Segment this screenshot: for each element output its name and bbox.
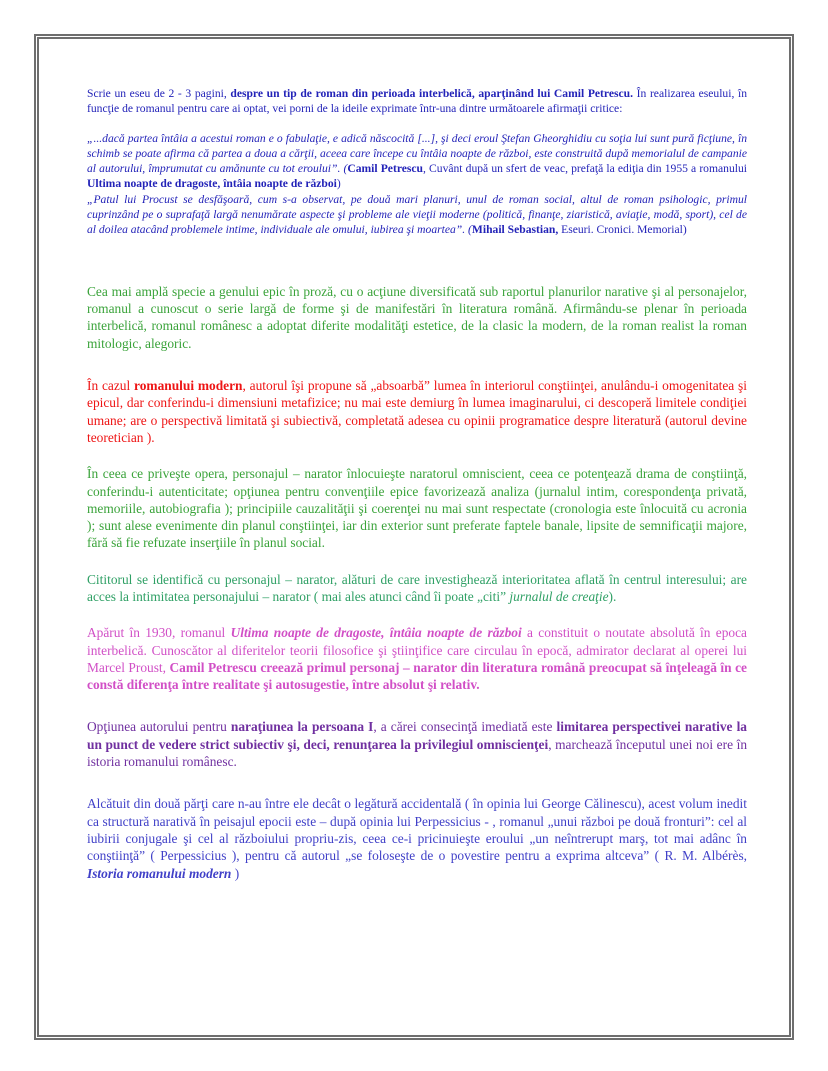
text-run: Ultima noapte de dragoste, întâia noapte de război [87, 177, 337, 191]
critical-quote-petrescu [87, 131, 747, 191]
text-run: Scrie un eseu de 2 - 3 pagini, [87, 87, 231, 100]
critical-quotes-block [87, 131, 747, 237]
text-run: Camil Petrescu [347, 162, 424, 176]
text-run: Mihail Sebastian, [471, 222, 559, 236]
text-run: , autorul îşi propune să „absoarbă” lumea în interiorul conştiinţei, anulându-i omogenitatea şi epicul, dar conferindu-i dimensiuni metafizice; nu mai este demiurg în lumea imaginarului, ci descoperă limitele condiţiei umane; are o perspectivă limitată şi subiectivă, completată adesea cu opinii programatice despre literatură (autorul devine teoretician ). [87, 378, 747, 445]
paragraph-first-person-narration [87, 718, 747, 770]
text-run: Apărut în 1930, romanul [87, 625, 231, 641]
page-border [34, 34, 794, 1040]
text-run: Cititorul se identifică cu personajul – narator, alături de care investighează interioritatea aflată în centrul interesului; are acces la intimitatea personajului – narator ( mai ales atunci când îi poate „citi” [87, 571, 747, 604]
text-run: , Cuvânt după un sfert de veac, prefaţă la ediţia din 1955 a romanului [423, 162, 747, 176]
text-run: jurnalul de creaţie [509, 589, 609, 604]
text-run: În ceea ce priveşte opera, personajul – narator înlocuieşte naratorul omniscient, ceea ce potenţează drama de conştiinţă, conferindu-i autenticitate; opţiunea pentru convenţiile epice favorizează analiza (jurnalul intim, corespondenţa privată, memoriile, autobiografia ); principiile cauzalităţii şi coerenţei nu mai sunt respectate (cronologia este înlocuită cu acronia ); sunt alese evenimente din planul conştiinţei, iar din exterior sunt preferate faptele banale, lipsite de semnificaţii majore, fără să fie refuzate inserţiile în planul social. [87, 466, 747, 551]
critical-quote-sebastian [87, 192, 747, 237]
essay-prompt [87, 86, 747, 116]
text-run: Eseuri. Cronici. Memorial) [558, 222, 687, 236]
text-run: Ultima noapte de dragoste, întâia noapte de război [230, 625, 522, 641]
text-run: , marchează începutul unei noi ere în istoria romanului românesc. [87, 736, 748, 770]
paragraph-novel-overview [87, 283, 747, 352]
paragraph-reader-identification [87, 571, 747, 606]
text-run: „...dacă partea întâia a acestui roman e o fabulaţie, e adică născocită [...], şi deci eroul Ştefan Gheorghidiu cu soţia lui sunt pură ficţiune, în schimb se poate afirma că partea a doua a cărţii, aceea care începe cu întâia noapte de război, este construită după memorialul de campanie al autorului, împrumutat cu amănunte cu tot eroului”. ( [87, 132, 747, 176]
paragraph-two-parts-structure [87, 795, 747, 881]
paragraph-novel-1930 [87, 624, 747, 693]
text-run: ). [608, 589, 617, 604]
paragraph-modern-novel [87, 377, 747, 446]
text-run: Istoria romanului modern [87, 865, 232, 881]
text-run: ) [336, 177, 341, 191]
text-run: , a cărei consecinţă imediată este [373, 719, 557, 735]
text-run: În realizarea eseului, în funcţie de romanul pentru care ai optat, vei porni de la ideile exprimate într-una dintre următoarele afirmaţii critice: [87, 87, 748, 116]
paragraph-narrator-character [87, 465, 747, 551]
text-run: naraţiunea la persoana I [230, 719, 374, 735]
text-run: Opţiunea autorului pentru [87, 719, 231, 735]
text-run: despre un tip de roman din perioada interbelică, aparţinând lui Camil Petrescu. [230, 87, 634, 100]
text-run: În cazul [87, 378, 135, 394]
text-run: „Patul lui Procust se desfăşoară, cum s-a observat, pe două mari planuri, unul de roman social, altul de roman psihologic, primul cuprinzând pe o suprafaţă largă nenumărate aspecte şi probleme ale vieţii moderne (politică, finanţe, ziaristică, aviaţie, modă, sport), cel de al doilea atacând problemele intime, individuale ale omului, iubirea şi moartea”. ( [87, 192, 747, 236]
text-run: ) [231, 865, 240, 881]
text-run: a constituit o noutate absolută în epoca interbelică. Cunoscător al diferitelor teorii filosofice şi ştiinţifice care circulau în epocă, admirator declarat al operei lui Marcel Proust, [87, 625, 747, 675]
text-run: limitarea perspectivei narative la un punct de vedere strict subiectiv şi, deci, renunţarea la privilegiul omniscienţei [87, 719, 747, 752]
text-run: Cea mai amplă specie a genului epic în proză, cu o acţiune diversificată sub raportul planurilor narative şi al personajelor, romanul a cunoscut o serie largă de forme şi de manifestări în literatura română. Afirmându-se plenar în perioada interbelică, romanul românesc a adoptat diferite modalităţi estetice, de la clasic la modern, de la roman realist la roman mitologic, alegoric. [87, 283, 747, 351]
text-run: Camil Petrescu creează primul personaj – narator din literatura română preocupat să înţeleagă în ce constă diferenţa între realitate şi autosugestie, între absolut şi relativ. [87, 659, 747, 693]
document-content [39, 39, 789, 882]
text-run: romanului modern [134, 378, 243, 394]
text-run: Alcătuit din două părţi care n-au între ele decât o legătură accidentală ( în opinia lui George Călinescu), acest volum inedit ca structură narativă în peisajul epocii este – după opinia lui Perpessicius - , romanul „unui război pe două fronturi”: cel al iubirii conjugale şi cel al războiului propriu-zis, ceea ce-i pricinuieşte eroului „un neîntrerupt marş, tot mai adânc în conştiinţă” ( Perpessicius ), pentru că autorul „se foloseşte de o povestire pentru a exprima altceva” ( R. M. Albérès, [87, 796, 747, 864]
